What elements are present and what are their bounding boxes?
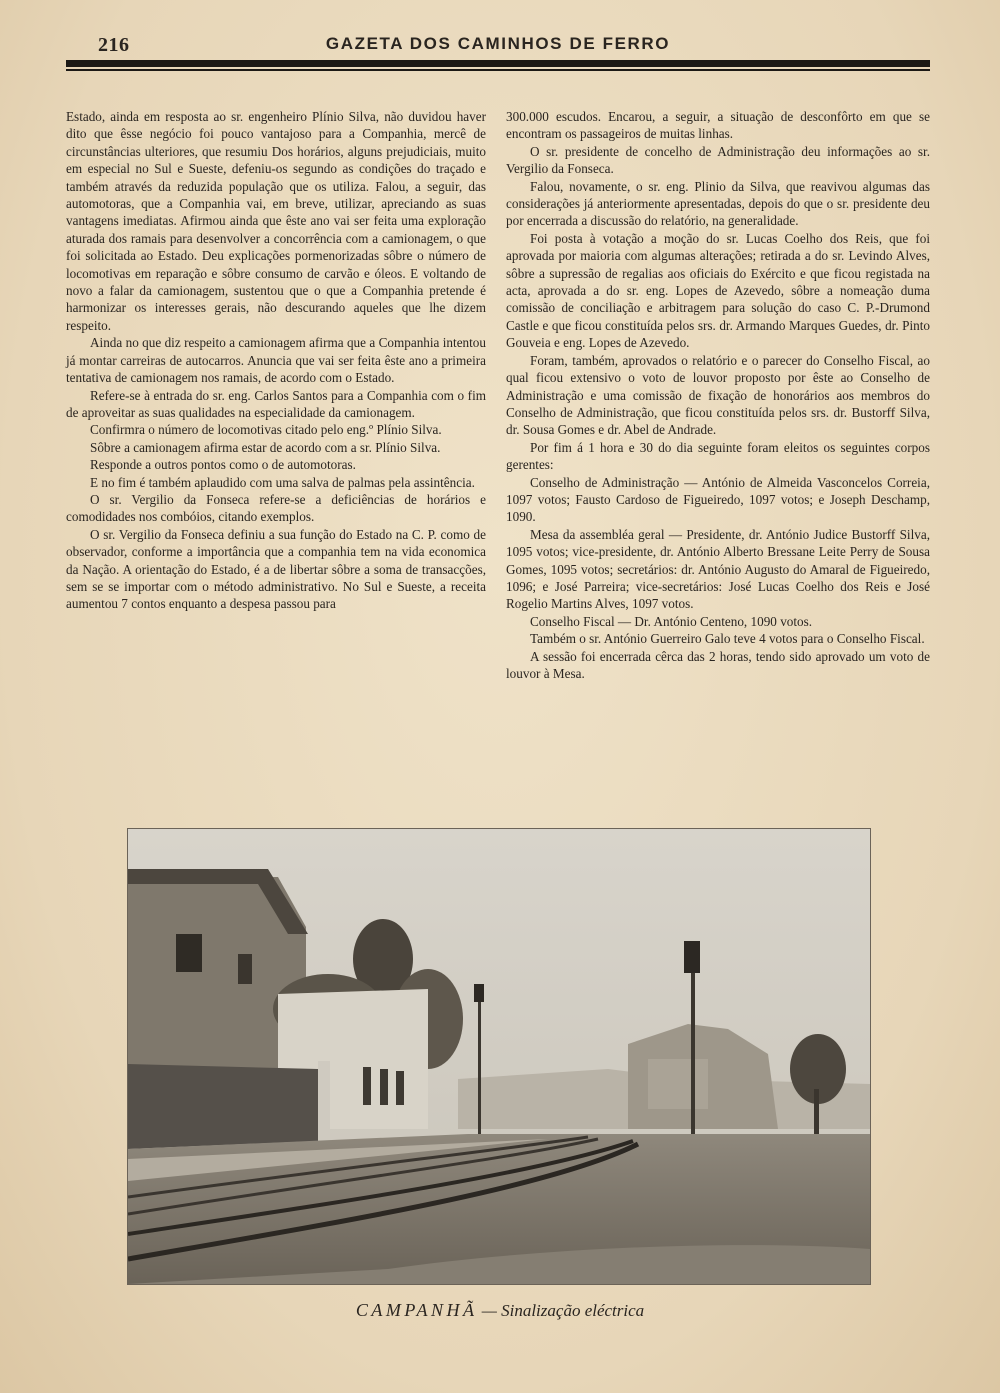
photo-caption bbox=[0, 1300, 1000, 1321]
paragraph: O sr. presidente de concelho de Administração deu informações ao sr. Vergilio da Fonseca. bbox=[506, 143, 930, 177]
paragraph: Conselho de Administração — António de Almeida Vasconcelos Correia, 1097 votos; Fausto Cardoso de Figueiredo, 1097 votos; e Joseph Deschamp, 1090. bbox=[506, 474, 930, 525]
header-rule-thin bbox=[66, 69, 930, 71]
paragraph: O sr. Vergilio da Fonseca definiu a sua função do Estado na C. P. como de observador, conforme a importância que a companhia tem na vida economica da Nação. A orientação do Estado, é a de libertar sôbre a soma de transacções, sem se se importar com o método administrativo. No Sul e Sueste, a receita aumentou 7 contos enquanto a despesa passou para bbox=[66, 526, 486, 612]
paragraph: 300.000 escudos. Encarou, a seguir, a situação de desconfôrto em que se encontram os passageiros de muitas linhas. bbox=[506, 109, 930, 142]
journal-title: GAZETA DOS CAMINHOS DE FERRO bbox=[325, 34, 671, 53]
paragraph: A sessão foi encerrada cêrca das 2 horas, tendo sido aprovado um voto de louvor à Mesa. bbox=[506, 648, 930, 681]
header-rule-thick bbox=[66, 60, 930, 67]
railway-photograph bbox=[127, 828, 871, 1285]
paragraph: Mesa da assembléa geral — Presidente, dr. António Judice Bustorff Silva, 1095 votos; vice-presidente, dr. António Alberto Bressane Leite Perry de Sousa Gomes, 1095 votos; secretários: dr. António Augusto do Amaral de Figueiredo, 1096; e José Parreira; vice-secretários: José Lucas Coelho dos Reis e José Rogelio Martins Alves, 1097 votos. bbox=[506, 526, 930, 612]
paragraph: Estado, ainda em resposta ao sr. engenheiro Plínio Silva, não duvidou haver dito que êsse negócio foi pouco vantajoso para a Companhia, mercê de circunstâncias ulteriores, que resumiu Dos horários, alguns prejudiciais, muito em especial no Sul e Sueste, defeniu-os segundo as condições do traçado e também através da reduzida população que os utiliza. Falou, a seguir, das automotoras, que a Companhia vai, em breve, utilizar, apreciando as suas vantagens imediatas. Afirmou ainda que êste ano vai ser feita uma exploração aturada dos ramais para desenvolver a concorrência com a camionagem, o que foi solicitada ao Estado. Deu explicações pormenorizadas sôbre o número de locomotivas em reparação e sôbre consumo de carvão e óleos. E voltando de novo a falar da camionagem, sustentou que o que a Companhia pretende é harmonizar os interesses gerais, não descurando aqueles que lhe dizem respeito. bbox=[66, 109, 486, 333]
paragraph: Foi posta à votação a moção do sr. Lucas Coelho dos Reis, que foi aprovada por maioria com algumas alterações; retirada a do sr. Levindo Alves, sôbre a supressão de regalias aos oficiais do Exército e que ficou registada na acta, aprovada a do sr. eng. Lopes de Azevedo, sôbre a nomeação duma comissão de conciliação e arbitragem para solução do caso C. P.-Drumond Castle e que ficou constituída pelos srs. dr. Armando Marques Guedes, dr. Pinto Gouveia e eng. Lopes de Azevedo. bbox=[506, 230, 930, 351]
paragraph: Ainda no que diz respeito a camionagem afirma que a Companhia intentou já montar carreiras de autocarros. Anuncia que vai ser feita êste ano a primeira tentativa de camionagem nos ramais, de acordo com o Estado. bbox=[66, 335, 486, 386]
paragraph: Responde a outros pontos como o de automotoras. bbox=[90, 457, 356, 473]
paragraph: O sr. Vergilio da Fonseca refere-se a deficiências de horários e comodidades nos combóios, citando exemplos. bbox=[66, 491, 486, 525]
right-column bbox=[506, 108, 930, 682]
paragraph: Também o sr. António Guerreiro Galo teve 4 votos para o Conselho Fiscal. bbox=[530, 631, 925, 647]
paragraph: Por fim á 1 hora e 30 do dia seguinte foram eleitos os seguintes corpos gerentes: bbox=[506, 439, 930, 473]
left-column bbox=[66, 108, 486, 613]
caption-text: — Sinalização eléctrica bbox=[477, 1301, 645, 1320]
paragraph: Conselho Fiscal — Dr. António Centeno, 1090 votos. bbox=[530, 613, 813, 629]
paragraph: Confirmra o número de locomotivas citado pelo eng.º Plínio Silva. bbox=[90, 422, 442, 438]
paragraph: E no fim é também aplaudido com uma salva de palmas pela assintência. bbox=[90, 474, 475, 490]
paragraph: Foram, também, aprovados o relatório e o parecer do Conselho Fiscal, ao qual ficou extensivo o voto de louvor proposto por êste ao Conselho de Administração e uma comissão de fixação de honorários aos membros do Conselho de Administração, que ficou constituída pelos srs. dr. Bustorff Silva, dr. Sousa Gomes e dr. Abel de Andrade. bbox=[506, 352, 930, 438]
caption-place: CAMPANHÃ bbox=[355, 1300, 478, 1320]
page-number: 216 bbox=[98, 34, 130, 56]
paragraph: Refere-se à entrada do sr. eng. Carlos Santos para a Companhia com o fim de aproveitar as suas qualidades na especialidade da camionagem. bbox=[66, 387, 486, 420]
paragraph: Sôbre a camionagem afirma estar de acordo com a sr. Plínio Silva. bbox=[90, 439, 441, 455]
paragraph: Falou, novamente, o sr. eng. Plinio da Silva, que reavivou algumas das considerações já anteriormente apresentadas, depois do que o sr. presidente deu por encerrada a discussão do relatório, na generalidade. bbox=[506, 178, 930, 229]
